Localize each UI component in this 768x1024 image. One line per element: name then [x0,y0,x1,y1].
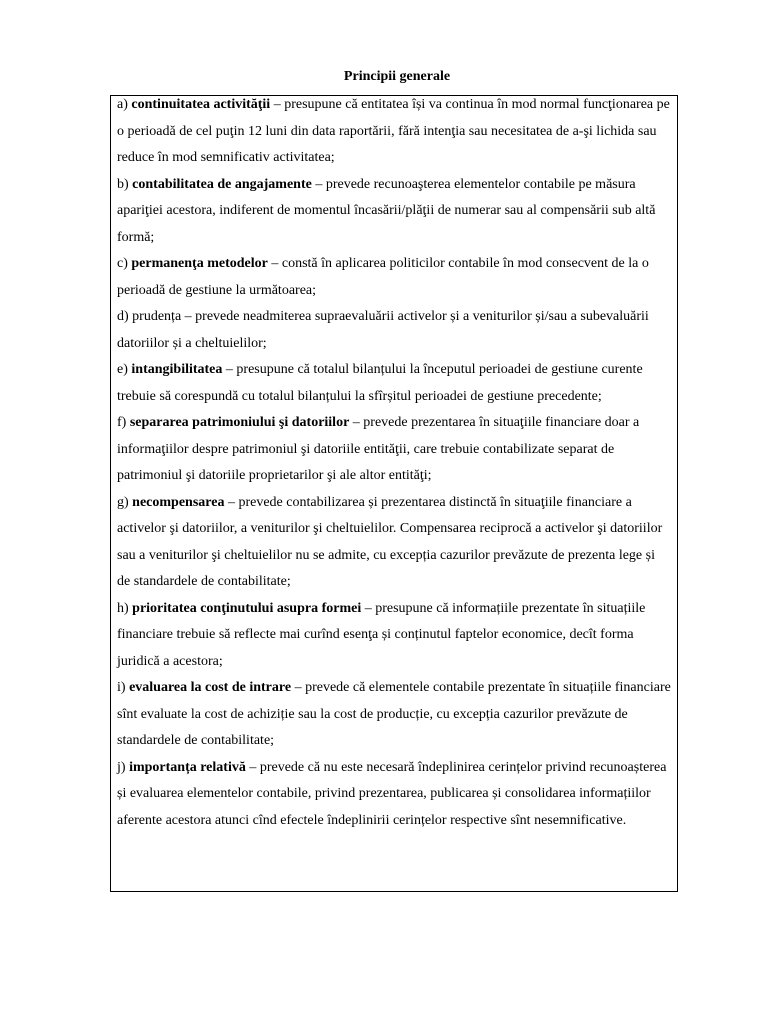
principle-text: – prevede neadmiterea supraevaluării activelor și a veniturilor și/sau a subevaluării datoriilor și a cheltuielilor; [117,309,649,351]
principle-text: – prevede că elementele contabile prezentate în situațiile financiare sînt evaluate la cost de achiziție sau la cost de producție, cu excepția cazurilor prevăzute de standardele de contabilitate; [117,680,671,748]
principle-text: – prevede că nu este necesară îndeplinirea cerințelor privind recunoașterea și evaluarea elementelor contabile, privind prezentarea, publicarea și consolidarea informațiilor aferente acestora atunci cînd efectele îndeplinirii cerințelor respective sînt nesemnificative. [117,759,667,828]
principle-item [117,92,671,172]
principle-text: – presupune că totalul bilanțului la începutul perioadei de gestiune curente trebuie să corespundă cu totalul bilanțului la sfîrșitul perioadei de gestiune precedente; [117,362,643,404]
principle-letter: f) [117,415,127,430]
principle-term: evaluarea la cost de intrare [129,680,292,695]
principle-text: – presupune că informațiile prezentate în situațiile financiare trebuie să reflecte mai curînd esenţa și conținutul faptelor economice, decît forma juridică a acestora; [117,600,646,669]
principle-term: continuitatea activităţii [131,97,271,112]
principle-letter: b) [117,176,129,192]
principle-letter: g) [117,494,129,510]
principle-term: contabilitatea de angajamente [132,176,312,192]
principle-text: – prevede prezentarea în situaţiile financiare doar a informaţiilor despre patrimoniul şi datoriile entităţii, care trebuie contabilizate separat de patrimoniul şi datoriile proprietarilor şi ale altor entităţi; [117,415,640,483]
principles-box [110,95,678,892]
principle-letter: j) [117,759,126,775]
principle-item [117,755,671,835]
principle-item [117,490,671,596]
principle-text: – prevede recunoaşterea elementelor contabile pe măsura apariţiei acestora, indiferent de momentul încasării/plăţii de numerar sau al compensării sub altă formă; [117,176,656,245]
principle-letter: i) [117,680,126,695]
principle-text: – prevede contabilizarea și prezentarea distinctă în situaţiile financiare a activelor şi datoriilor, a veniturilor şi cheltuielilor. Compensarea reciprocă a activelor şi datoriilor sau a veniturilor şi cheltuielilor nu se admite, cu excepția cazurilor prevăzute de prezenta lege și de standardele de contabilitate; [117,494,663,589]
principle-text: – constă în aplicarea politicilor contabile în mod consecvent de la o perioadă de gestiune la următoarea; [117,256,649,298]
principle-item [117,675,671,755]
principle-term: prioritatea conţinutului asupra formei [132,600,362,616]
principle-item [117,172,671,252]
principle-term: prudența [132,309,182,324]
principle-item [117,304,671,357]
principle-term: intangibilitatea [131,362,223,377]
principle-term: necompensarea [132,494,225,510]
document-title: Principii generale [343,69,451,84]
principle-text: – presupune că entitatea își va continua în mod normal funcţionarea pe o perioadă de cel puţin 12 luni din data raportării, fără intenţia sau necesitatea de a-şi lichida sau reduce în mod semnificativ activitatea; [117,97,670,165]
principle-letter: d) [117,309,129,324]
principle-term: importanța relativă [129,759,246,775]
principle-item [117,596,671,676]
principle-item [117,357,671,410]
principle-letter: h) [117,600,129,616]
principle-item [117,251,671,304]
principle-letter: c) [117,256,128,271]
principle-item [117,410,671,490]
principle-term: separarea patrimoniului şi datoriilor [129,415,350,430]
principle-term: permanenţa metodelor [131,256,268,271]
principle-letter: a) [117,97,128,112]
principle-letter: e) [117,362,128,377]
